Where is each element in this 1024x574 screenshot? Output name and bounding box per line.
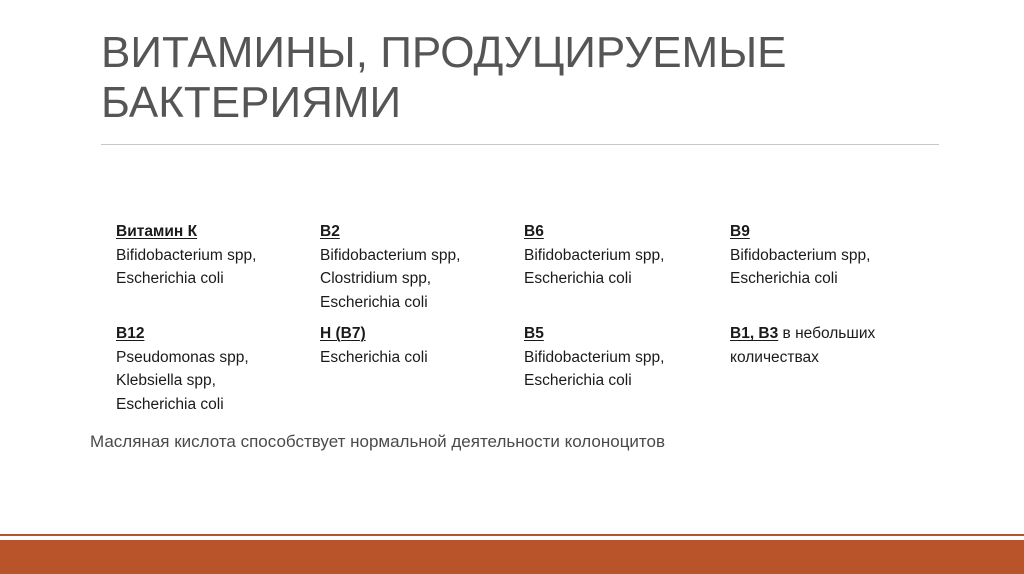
butyric-acid-note: Масляная кислота способствует нормальной деятельности колоноцитов (90, 432, 666, 451)
bacteria-line: Escherichia coli (116, 270, 224, 287)
bacteria-line: Escherichia coli (320, 348, 428, 366)
vitamin-heading: Витамин К (116, 223, 198, 240)
bacteria-line: Bifidobacterium spp, (116, 246, 257, 264)
vitamin-cell-b2 (320, 220, 524, 314)
footer-accent-line (0, 534, 1024, 536)
vitamin-cell-b1-b3 (730, 322, 916, 416)
bacteria-line: Pseudomonas spp, (116, 348, 249, 366)
vitamin-cell-b9 (730, 220, 916, 314)
vitamin-heading: B12 (116, 325, 145, 342)
bacteria-line: Escherichia coli (116, 395, 224, 413)
slide-title-line-2: БАКТЕРИЯМИ (101, 78, 402, 127)
bacteria-line: Clostridium spp, (320, 270, 432, 287)
vitamin-heading: B9 (730, 223, 750, 240)
slide-title-line-1: ВИТАМИНЫ, ПРОДУЦИРУЕМЫЕ (101, 28, 787, 77)
bacteria-line: Bifidobacterium spp, (524, 246, 665, 264)
vitamin-heading: B1, B3 (730, 325, 779, 342)
vitamin-cell-k (116, 220, 320, 314)
bacteria-line: количествах (730, 348, 819, 366)
vitamin-heading: H (B7) (320, 325, 366, 342)
vitamin-cell-b12 (116, 322, 320, 416)
bacteria-line: Klebsiella spp, (116, 372, 216, 389)
vitamin-note: в небольших (778, 325, 876, 342)
vitamin-heading: B2 (320, 223, 340, 240)
vitamins-grid (116, 220, 916, 416)
slide-title (101, 28, 941, 128)
bacteria-line: Bifidobacterium spp, (524, 348, 665, 366)
bacteria-line: Escherichia coli (730, 270, 838, 287)
title-divider (101, 144, 939, 145)
footer-accent-bar (0, 540, 1024, 574)
bacteria-line: Bifidobacterium spp, (730, 246, 871, 264)
vitamin-heading: B5 (524, 325, 544, 342)
vitamin-heading: B6 (524, 223, 544, 240)
bacteria-line: Escherichia coli (524, 270, 632, 287)
vitamin-cell-b6 (524, 220, 730, 314)
bacteria-line: Escherichia coli (524, 372, 632, 389)
vitamin-cell-b5 (524, 322, 730, 416)
bacteria-line: Escherichia coli (320, 293, 428, 311)
vitamin-cell-h-b7 (320, 322, 524, 416)
bacteria-line: Bifidobacterium spp, (320, 246, 461, 264)
